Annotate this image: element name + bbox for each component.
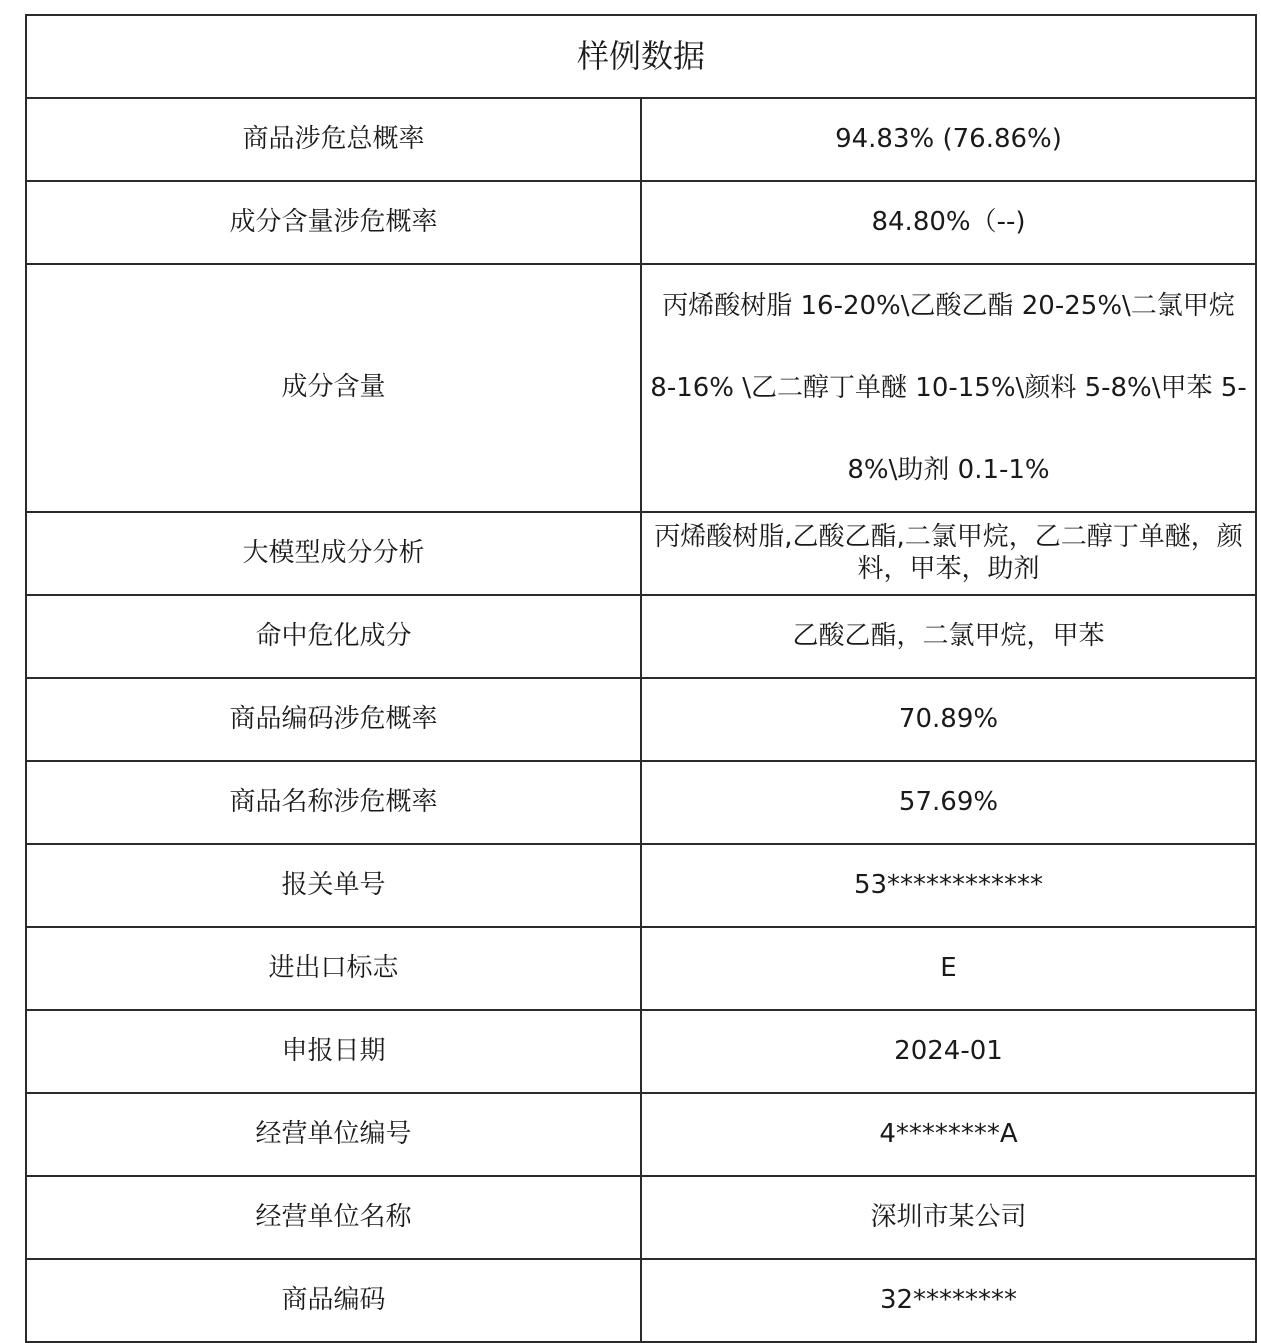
table-title-row bbox=[26, 15, 1256, 98]
table-title: 样例数据 bbox=[26, 15, 1256, 98]
row-label: 大模型成分分析 bbox=[26, 512, 641, 595]
table-row bbox=[26, 181, 1256, 264]
row-value: 2024-01 bbox=[641, 1010, 1256, 1093]
row-label: 成分含量涉危概率 bbox=[26, 181, 641, 264]
sample-data-table bbox=[25, 14, 1257, 1343]
row-value: E bbox=[641, 927, 1256, 1010]
row-value: 深圳市某公司 bbox=[641, 1176, 1256, 1259]
table-row bbox=[26, 761, 1256, 844]
row-label: 商品编码 bbox=[26, 1259, 641, 1342]
row-value: 70.89% bbox=[641, 678, 1256, 761]
row-label: 申报日期 bbox=[26, 1010, 641, 1093]
row-value: 4********A bbox=[641, 1093, 1256, 1176]
row-value: 94.83% (76.86%) bbox=[641, 98, 1256, 181]
row-label: 进出口标志 bbox=[26, 927, 641, 1010]
row-value: 53************ bbox=[641, 844, 1256, 927]
row-label: 报关单号 bbox=[26, 844, 641, 927]
row-label: 商品涉危总概率 bbox=[26, 98, 641, 181]
row-label: 商品名称涉危概率 bbox=[26, 761, 641, 844]
table-row bbox=[26, 595, 1256, 678]
row-label: 经营单位名称 bbox=[26, 1176, 641, 1259]
table-row bbox=[26, 1010, 1256, 1093]
row-label: 成分含量 bbox=[26, 264, 641, 512]
table-row bbox=[26, 98, 1256, 181]
row-label: 经营单位编号 bbox=[26, 1093, 641, 1176]
table-row bbox=[26, 512, 1256, 595]
row-value: 32******** bbox=[641, 1259, 1256, 1342]
table-row bbox=[26, 927, 1256, 1010]
table-row bbox=[26, 1093, 1256, 1176]
row-label: 命中危化成分 bbox=[26, 595, 641, 678]
row-value: 丙烯酸树脂,乙酸乙酯,二氯甲烷，乙二醇丁单醚，颜料，甲苯，助剂 bbox=[641, 512, 1256, 595]
table-row bbox=[26, 264, 1256, 512]
row-value: 丙烯酸树脂 16-20%\乙酸乙酯 20-25%\二氯甲烷 8-16% \乙二醇丁单醚 10-15%\颜料 5-8%\甲苯 5-8%\助剂 0.1-1% bbox=[641, 264, 1256, 512]
table-row bbox=[26, 844, 1256, 927]
row-value: 乙酸乙酯，二氯甲烷，甲苯 bbox=[641, 595, 1256, 678]
table-row bbox=[26, 1259, 1256, 1342]
row-label: 商品编码涉危概率 bbox=[26, 678, 641, 761]
row-value: 84.80%（--) bbox=[641, 181, 1256, 264]
row-value: 57.69% bbox=[641, 761, 1256, 844]
table-row bbox=[26, 678, 1256, 761]
table-row bbox=[26, 1176, 1256, 1259]
